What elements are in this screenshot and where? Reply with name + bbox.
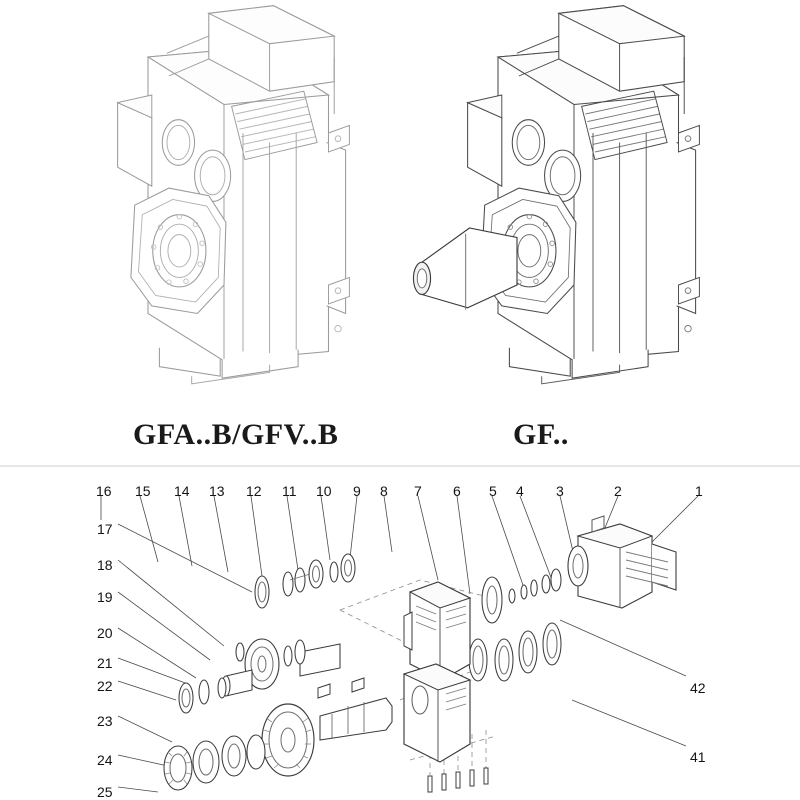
callout-15: 15 (135, 483, 151, 499)
callout-18: 18 (97, 557, 113, 573)
callout-24: 24 (97, 752, 113, 768)
callout-19: 19 (97, 589, 113, 605)
callout-6: 6 (453, 483, 461, 499)
callout-12: 12 (246, 483, 262, 499)
callout-25: 25 (97, 784, 113, 800)
callout-8: 8 (380, 483, 388, 499)
callout-23: 23 (97, 713, 113, 729)
callout-9: 9 (353, 483, 361, 499)
callout-1: 1 (695, 483, 703, 499)
callout-14: 14 (174, 483, 190, 499)
callout-11: 11 (282, 483, 297, 499)
callout-4: 4 (516, 483, 524, 499)
callout-3: 3 (556, 483, 564, 499)
callout-10: 10 (316, 483, 332, 499)
callout-42: 42 (690, 680, 706, 696)
callout-13: 13 (209, 483, 225, 499)
callout-20: 20 (97, 625, 113, 641)
callout-2: 2 (614, 483, 622, 499)
callout-7: 7 (414, 483, 422, 499)
callout-41: 41 (690, 749, 706, 765)
callout-5: 5 (489, 483, 497, 499)
callout-22: 22 (97, 678, 113, 694)
callout-21: 21 (97, 655, 113, 671)
caption-left: GFA..B/GFV..B (133, 418, 339, 451)
callout-16: 16 (96, 483, 112, 499)
callout-17: 17 (97, 521, 113, 537)
caption-right: GF.. (513, 418, 569, 451)
